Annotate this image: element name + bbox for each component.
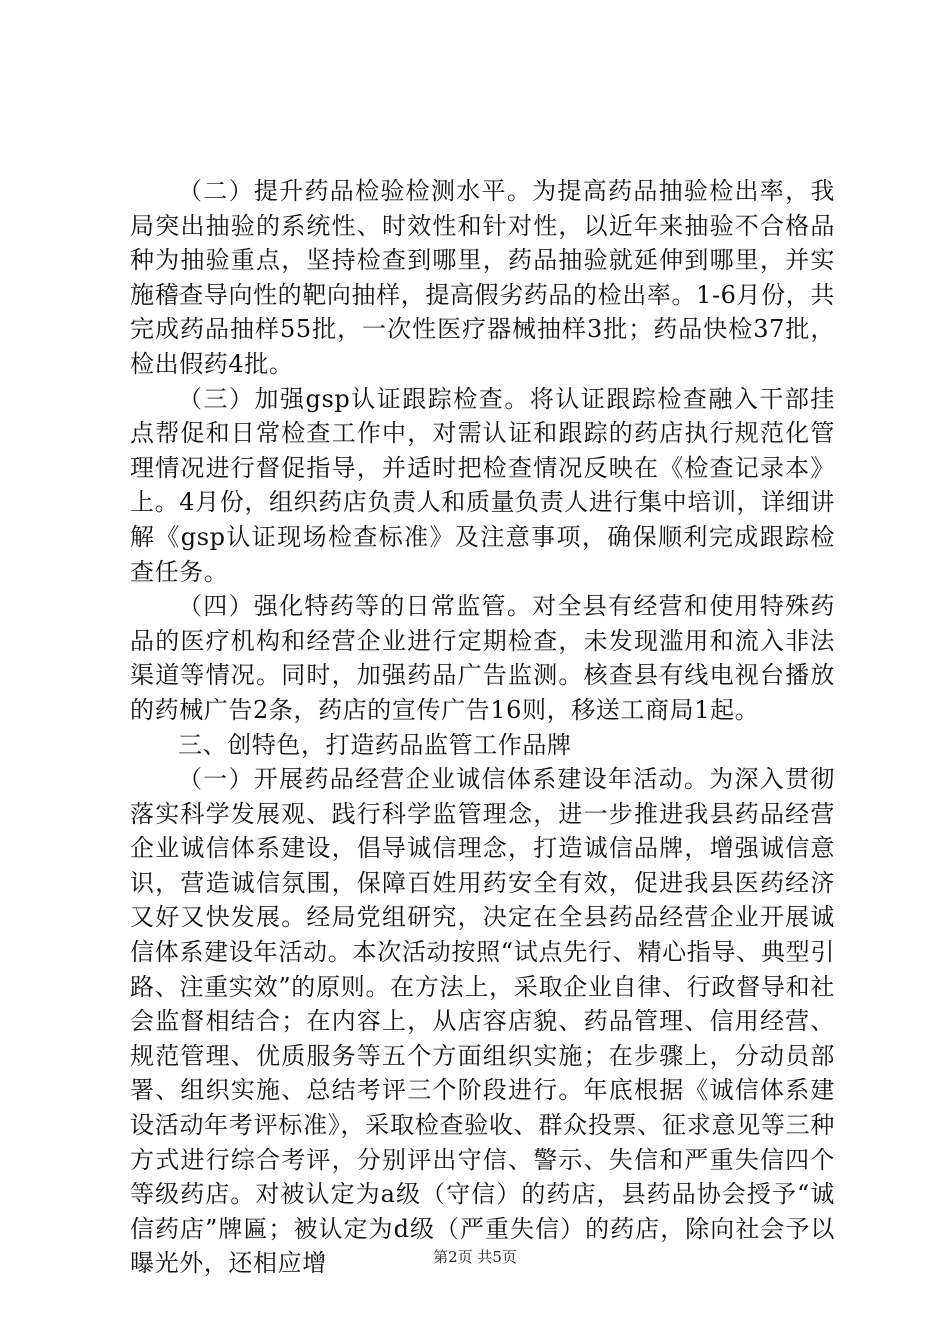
paragraph-integrity-system: （一）开展药品经营企业诚信体系建设年活动。为深入贯彻落实科学发展观、践行科学监管理念，进一步推进我县药品经营企业诚信体系建设，倡导诚信理念，打造诚信品牌，增强诚信意识，营造诚信氛围，保障百姓用药安全有效，促进我县医药经济又好又快发展。经局党组研究，决定在全县药品经营企业开展诚信体系建设年活动。本次活动按照“试点先行、精心指导、典型引路、注重实效”的原则。在方法上，采取企业自律、行政督导和社会监督相结合；在内容上，从店容店貌、药品管理、信用经营、规范管理、优质服务等五个方面组织实施；在步骤上，分动员部署、组织实施、总结考评三个阶段进行。年底根据《诚信体系建设活动年考评标准》，采取检查验收、群众投票、征求意见等三种方式进行综合考评，分别评出守信、警示、失信和严重失信四个等级药店。对被认定为a级（守信）的药店，县药品协会授予“诚信药店”牌匾；被认定为d级（严重失信）的药店，除向社会予以曝光外，还相应增 [130, 765, 835, 1278]
section-heading: 三、创特色，打造药品监管工作品牌 [178, 730, 572, 759]
page-number-footer: 第2页 共5页 [433, 1248, 517, 1266]
paragraph-quality-testing: （二）提升药品检验检测水平。为提高药品抽验检出率，我局突出抽验的系统性、时效性和针对性，以近年来抽验不合格品种为抽验重点，坚持检查到哪里，药品抽验就延伸到哪里，并实施稽查导向性的靶向抽样，提高假劣药品的检出率。1-6月份，共完成药品抽样55批，一次性医疗器械抽样3批；药品快检37批，检出假药4批。 [130, 177, 835, 378]
paragraph-gsp-inspection: （三）加强gsp认证跟踪检查。将认证跟踪检查融入干部挂点帮促和日常检查工作中，对需认证和跟踪的药店执行规范化管理情况进行督促指导，并适时把检查情况反映在《检查记录本》上。4月份，组织药店负责人和质量负责人进行集中培训，详细讲解《gsp认证现场检查标准》及注意事项，确保顺利完成跟踪检查任务。 [130, 384, 835, 586]
document-body [130, 174, 835, 1281]
paragraph-special-drugs: （四）强化特药等的日常监管。对全县有经营和使用特殊药品的医疗机构和经营企业进行定期检查，未发现滥用和流入非法渠道等情况。同时，加强药品广告监测。核查县有线电视台播放的药械广告2条，药店的宣传广告16则，移送工商局1起。 [130, 592, 835, 724]
